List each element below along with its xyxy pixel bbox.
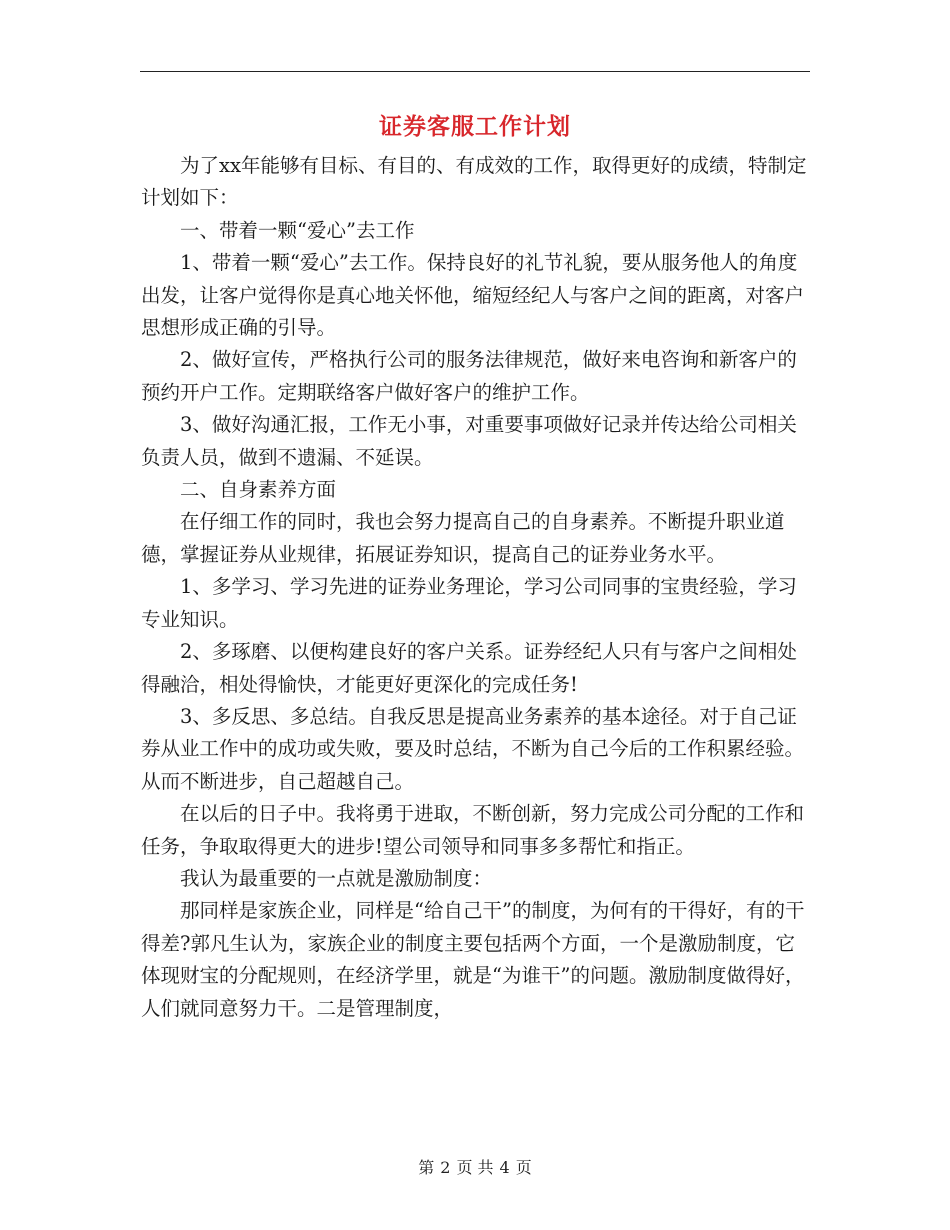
page-suffix: 页 [515, 1158, 532, 1177]
document-title: 证券客服工作计划 [379, 113, 571, 140]
section-heading: 二、自身素养方面 [180, 478, 337, 502]
paragraph: 为了xx年能够有目标、有目的、有成效的工作，取得更好的成绩，特制定计划如下： [141, 154, 807, 210]
page-prefix: 第 [418, 1158, 435, 1177]
total-pages: 4 [499, 1158, 510, 1177]
current-page: 2 [440, 1158, 451, 1177]
paragraph: 我认为最重要的一点就是激励制度： [180, 866, 493, 890]
paragraph: 1、带着一颗“爱心”去工作。保持良好的礼节礼貌，要从服务他人的角度出发，让客户觉得你是真心地关怀他，缩短经纪人与客户之间的距离，对客户思想形成正确的引导。 [141, 251, 805, 340]
paragraph: 在仔细工作的同时，我也会努力提高自己的自身素养。不断提升职业道德，掌握证券从业规律，拓展证券知识，提高自己的证券业务水平。 [141, 510, 785, 566]
page-middle: 页 共 [456, 1158, 494, 1177]
paragraph: 1、多学习、学习先进的证券业务理论，学习公司同事的宝贵经验，学习专业知识。 [141, 575, 797, 631]
document-body [141, 150, 813, 1025]
page-number-footer [0, 1155, 950, 1178]
paragraph: 2、做好宣传，严格执行公司的服务法律规范，做好来电咨询和新客户的预约开户工作。定期联络客户做好客户的维护工作。 [141, 348, 797, 404]
paragraph: 那同样是家族企业，同样是“给自己干”的制度，为何有的干得好，有的干得差?郭凡生认为，家族企业的制度主要包括两个方面，一个是激励制度，它体现财宝的分配规则，在经济学里，就是“为谁干”的问题。激励制度做得好，人们就同意努力干。二是管理制度， [141, 899, 805, 1020]
paragraph: 3、做好沟通汇报，工作无小事，对重要事项做好记录并传达给公司相关负责人员，做到不遗漏、不延误。 [141, 413, 797, 469]
header-rule [140, 71, 810, 72]
paragraph: 2、多琢磨、以便构建良好的客户关系。证券经纪人只有与客户之间相处得融洽，相处得愉快，才能更好更深化的完成任务! [141, 640, 797, 696]
paragraph: 3、多反思、多总结。自我反思是提高业务素养的基本途径。对于自己证券从业工作中的成功或失败，要及时总结，不断为自己今后的工作积累经验。从而不断进步，自己超越自己。 [141, 704, 805, 793]
section-heading: 一、带着一颗“爱心”去工作 [180, 218, 415, 242]
paragraph: 在以后的日子中。我将勇于进取，不断创新，努力完成公司分配的工作和任务，争取取得更大的进步!望公司领导和同事多多帮忙和指正。 [141, 802, 805, 858]
